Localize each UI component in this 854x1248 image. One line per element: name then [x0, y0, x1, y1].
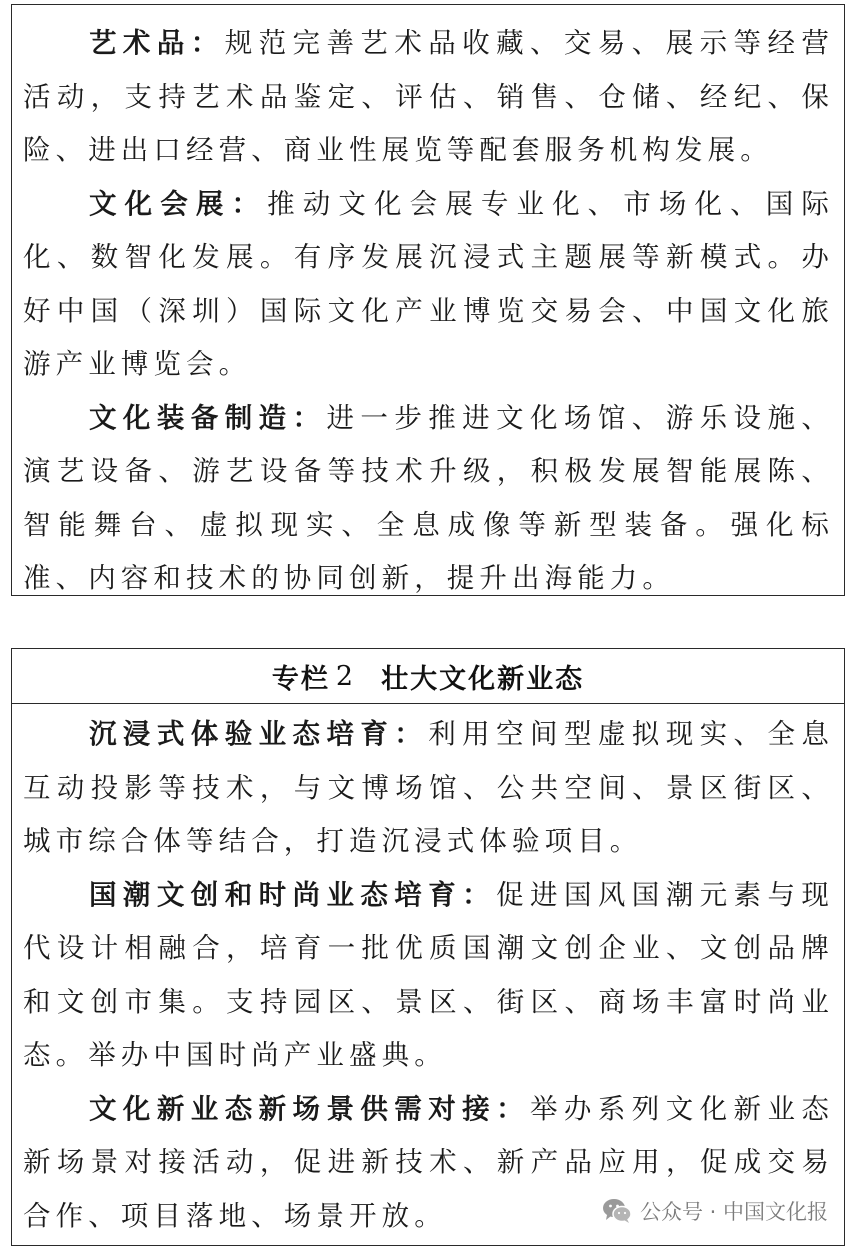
wechat-icon [602, 1198, 632, 1224]
paragraph-lead: 文化新业态新场景供需对接： [89, 1092, 530, 1125]
paragraph-guochao [23, 869, 834, 1083]
watermark [598, 1196, 828, 1226]
column-title-prefix: 专栏 [271, 663, 330, 695]
watermark-text: 公众号 · 中国文化报 [639, 1200, 828, 1224]
column-title-number: 2 [335, 660, 356, 692]
paragraph-artworks [23, 17, 834, 178]
paragraph-text: 促进国风国潮元素与现代设计相融合，培育一批优质国潮文创企业、文创品牌和文创市集。支持园区、景区、街区、商场丰富时尚业态。举办中国时尚产业盛典。 [23, 878, 835, 1071]
paragraph-immersive [23, 708, 834, 869]
text-box-1 [11, 4, 845, 596]
paragraph-lead: 文化装备制造： [89, 401, 327, 434]
paragraph-lead: 文化会展： [89, 187, 268, 220]
paragraph-exhibitions [23, 178, 834, 392]
box-1-content [12, 5, 844, 606]
paragraph-lead: 沉浸式体验业态培育： [89, 718, 429, 750]
text-box-2 [11, 648, 845, 1246]
column-title [12, 649, 844, 704]
paragraph-text: 举办系列文化新业态新场景对接活动，促进新技术、新产品应用，促成交易合作、项目落地、场景开放。 [23, 1092, 834, 1232]
paragraph-lead: 艺术品： [89, 27, 225, 59]
paragraph-text: 进一步推进文化场馆、游乐设施、演艺设备、游艺设备等技术升级，积极发展智能展陈、智能舞台、虚拟现实、全息成像等新型装备。强化标准、内容和技术的协同创新，提升出海能力。 [23, 401, 834, 594]
column-title-text: 壮大文化新业态 [381, 663, 585, 695]
paragraph-text: 利用空间型虚拟现实、全息互动投影等技术，与文博场馆、公共空间、景区街区、城市综合体等结合，打造沉浸式体验项目。 [23, 718, 835, 857]
paragraph-text: 推动文化会展专业化、市场化、国际化、数智化发展。有序发展沉浸式主题展等新模式。办好中国（深圳）国际文化产业博览交易会、中国文化旅游产业博览会。 [23, 187, 835, 380]
box-2-content [12, 704, 844, 1243]
paragraph-text: 规范完善艺术品收藏、交易、展示等经营活动，支持艺术品鉴定、评估、销售、仓储、经纪、保险、进出口经营、商业性展览等配套服务机构发展。 [23, 27, 834, 166]
paragraph-lead: 国潮文创和时尚业态培育： [89, 878, 497, 911]
paragraph-equipment [23, 392, 834, 606]
